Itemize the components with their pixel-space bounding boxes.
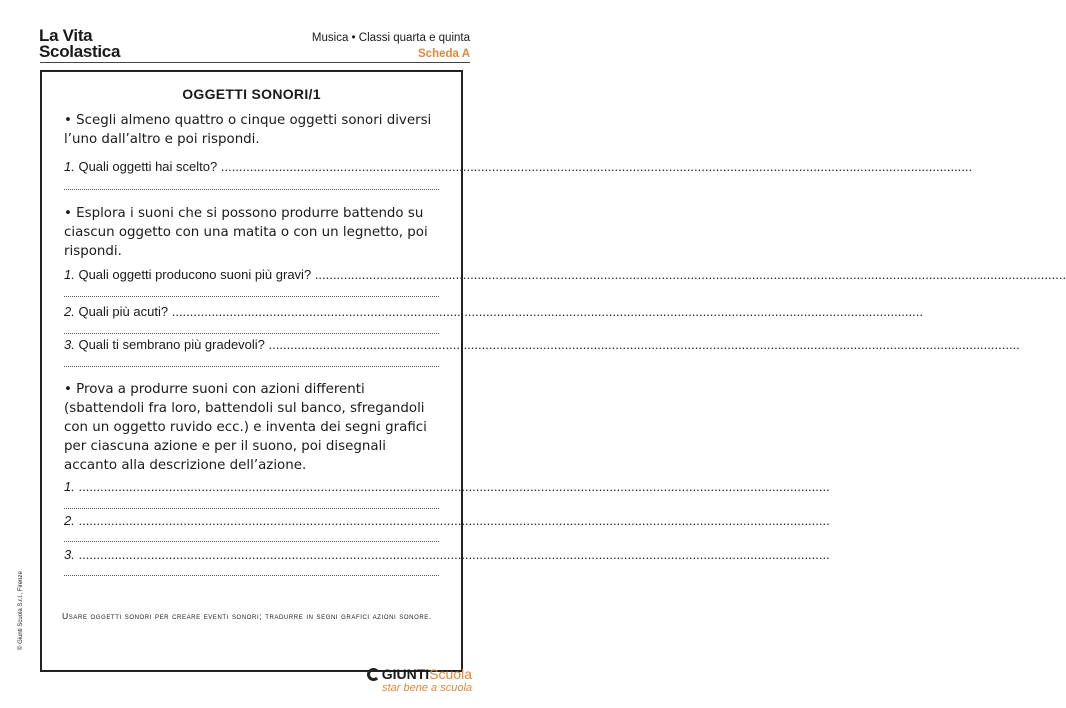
answer-line[interactable] [64, 189, 439, 190]
answer-line[interactable] [64, 508, 439, 509]
copyright-note: © Giunti Scuola S.r.l., Firenze [18, 571, 24, 650]
item-number: 2. [64, 513, 75, 528]
section1-intro: • Scegli almeno quattro o cinque oggetti sonori diversi l’uno dall’altro e poi rispondi. [64, 113, 432, 147]
answer-dots[interactable]: ................................................................................................................................................................................................................ [171, 304, 923, 319]
answer-line[interactable] [64, 575, 439, 576]
question-text: Quali oggetti producono suoni più gravi? [78, 267, 312, 282]
question-2-1 [64, 266, 1066, 283]
objectives-note: Usare oggetti sonori per creare eventi sonori; tradurre in segni grafici azioni sonore. [62, 611, 432, 621]
question-number: 1. [64, 267, 75, 282]
section3-intro: • Prova a produrre suoni con azioni differenti (sbattendoli fra loro, battendoli sul banco, sfregandoli con un oggetto ruvido ecc.) e inventa dei segni grafici per ciascuna azione e per il suono, poi disegnali accanto alla descrizione dell’azione. [64, 382, 427, 473]
answer-line[interactable] [64, 366, 439, 367]
answer-dots[interactable]: ................................................................................................................................................................................................................ [78, 513, 830, 528]
worksheet [40, 70, 1066, 672]
logo-line2: Scolastica [39, 42, 121, 61]
question-2-3 [64, 336, 1020, 353]
publisher-brand [367, 666, 472, 695]
answer-line[interactable] [64, 296, 439, 297]
question-number: 1. [64, 159, 75, 174]
giunti-logo-icon [367, 668, 380, 681]
question-text: Quali ti sembrano più gradevoli? [78, 337, 265, 352]
drawing-item-1 [64, 478, 830, 495]
answer-dots[interactable]: ................................................................................................................................................................................................................ [220, 159, 973, 174]
header-info [312, 30, 470, 62]
answer-line[interactable] [64, 333, 439, 334]
question-text: Quali più acuti? [78, 304, 169, 319]
header-divider [40, 62, 470, 63]
answer-dots[interactable]: ................................................................................................................................................................................................................ [268, 337, 1020, 352]
question-number: 3. [64, 337, 75, 352]
brand-tagline: star bene a scuola [382, 682, 472, 694]
item-number: 3. [64, 547, 75, 562]
question-number: 2. [64, 304, 75, 319]
logo [39, 28, 120, 60]
subject-label: Musica • Classi quarta e quinta [311, 32, 470, 44]
question-1-1 [64, 158, 973, 175]
answer-dots[interactable]: ................................................................................................................................................................................................................ [314, 267, 1066, 282]
item-number: 1. [64, 479, 75, 494]
drawing-item-2 [64, 512, 830, 529]
question-2-2 [64, 303, 923, 320]
answer-line[interactable] [64, 541, 439, 542]
answer-dots[interactable]: ................................................................................................................................................................................................................ [78, 479, 830, 494]
sheet-label: Scheda A [418, 48, 470, 60]
answer-dots[interactable]: ................................................................................................................................................................................................................ [78, 547, 830, 562]
drawing-item-3 [64, 546, 830, 563]
logo-line1: La Vita [39, 26, 93, 45]
page-title: OGGETTI SONORI/1 [182, 86, 321, 102]
question-text: Quali oggetti hai scelto? [78, 159, 218, 174]
brand-name-suffix: Scuola [429, 666, 472, 682]
section2-intro: • Esplora i suoni che si possono produrre battendo su ciascun oggetto con una matita o con un legnetto, poi rispondi. [64, 206, 428, 259]
brand-name: GIUNTI [381, 666, 430, 682]
